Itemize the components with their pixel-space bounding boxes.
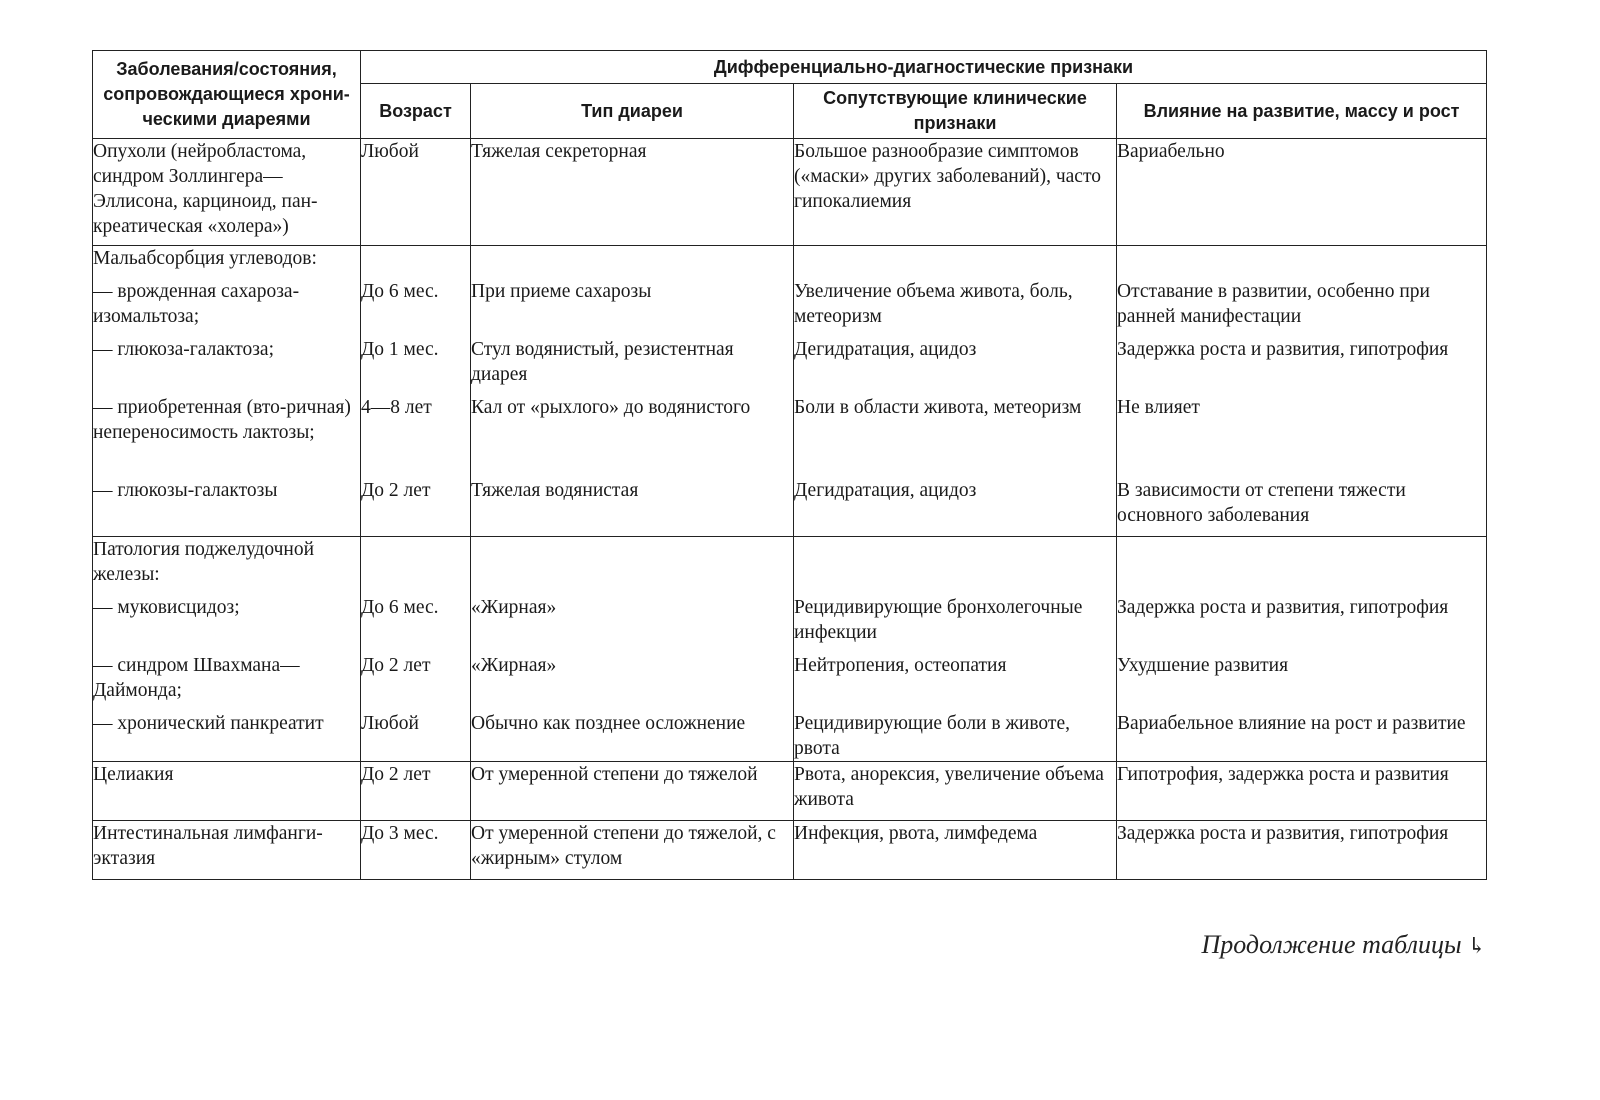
cell-clinical — [794, 537, 1117, 762]
cell-text-growth: Задержка роста и развития, гипотрофия — [1117, 597, 1449, 618]
diagnostic-table — [92, 50, 1487, 880]
cell-text-diarrhea: Кал от «рыхлого» до водянистого — [471, 397, 751, 418]
header-growth-effect: Влияние на развитие, массу и рост — [1117, 84, 1487, 139]
cell-text-age: Любой — [361, 141, 419, 162]
cell-text-age: До 2 лет — [361, 764, 431, 785]
header-clinical-signs: Сопутствующие клинические признаки — [794, 84, 1117, 139]
cell-text-clinical: Рецидивирующие бронхолегочные инфекции — [794, 597, 1083, 643]
cell-text-growth: Вариабельно — [1117, 141, 1225, 162]
cell-diarrhea — [471, 821, 794, 880]
cell-diarrhea — [471, 139, 794, 246]
table-row — [93, 762, 1487, 821]
header-disease: Заболевания/состояния, сопровождающиеся хрони-ческими диареями — [93, 51, 361, 139]
cell-text-diarrhea: Обычно как позднее осложнение — [471, 713, 746, 734]
table-page — [92, 50, 1486, 880]
cell-text-disease: — хронический панкреатит — [93, 713, 324, 734]
cell-text-diarrhea: При приеме сахарозы — [471, 281, 652, 302]
header-diarrhea-type: Тип диареи — [471, 84, 794, 139]
cell-growth — [1117, 821, 1487, 880]
cell-text-growth: Вариабельное влияние на рост и развитие — [1117, 713, 1466, 734]
cell-diarrhea — [471, 537, 794, 762]
cell-disease — [93, 537, 361, 762]
cell-age — [361, 537, 471, 762]
cell-text-growth: Не влияет — [1117, 397, 1200, 418]
cell-age — [361, 139, 471, 246]
cell-clinical — [794, 246, 1117, 537]
table-row — [93, 139, 1487, 246]
cell-text-diarrhea: «Жирная» — [471, 655, 557, 676]
cell-diarrhea — [471, 762, 794, 821]
header-group-title: Дифференциально-диагностические признаки — [361, 51, 1487, 84]
table-row — [93, 821, 1487, 880]
cell-text-clinical: Инфекция, рвота, лимфедема — [794, 823, 1038, 844]
continuation-text: Продолжение таблицы — [1201, 930, 1462, 959]
continue-arrow-icon: ↳ — [1467, 933, 1486, 958]
cell-text-diarrhea: Стул водянистый, резистентная диарея — [471, 339, 734, 385]
cell-text-growth: Отставание в развитии, особенно при ранней манифестации — [1117, 281, 1430, 327]
cell-text-diarrhea: От умеренной степени до тяжелой, с «жирным» стулом — [471, 823, 776, 869]
cell-age — [361, 762, 471, 821]
cell-text-clinical: Рецидивирующие боли в животе, рвота — [794, 713, 1070, 759]
cell-text-growth: Задержка роста и развития, гипотрофия — [1117, 823, 1449, 844]
cell-text-disease: Целиакия — [93, 764, 174, 785]
cell-text-age: До 1 мес. — [361, 339, 439, 360]
cell-text-disease: Интестинальная лимфанги-эктазия — [93, 823, 323, 869]
cell-text-clinical: Большое разнообразие симптомов («маски» других заболеваний), часто гипокалиемия — [794, 141, 1101, 212]
cell-text-age: 4—8 лет — [361, 397, 432, 418]
cell-text-diarrhea: «Жирная» — [471, 597, 557, 618]
cell-diarrhea — [471, 246, 794, 537]
continuation-note — [1201, 930, 1486, 960]
cell-text-clinical: Дегидратация, ацидоз — [794, 339, 977, 360]
cell-disease — [93, 246, 361, 537]
table-row — [93, 537, 1487, 762]
cell-age — [361, 821, 471, 880]
group-title: Мальабсорбция углеводов: — [93, 248, 317, 269]
cell-text-age: До 2 лет — [361, 480, 431, 501]
cell-age — [361, 246, 471, 537]
cell-growth — [1117, 246, 1487, 537]
cell-text-growth: Задержка роста и развития, гипотрофия — [1117, 339, 1449, 360]
cell-text-clinical: Дегидратация, ацидоз — [794, 480, 977, 501]
cell-growth — [1117, 139, 1487, 246]
cell-text-diarrhea: Тяжелая секреторная — [471, 141, 647, 162]
cell-growth — [1117, 762, 1487, 821]
cell-text-disease: Опухоли (нейробластома, синдром Золлингера—Эллисона, карциноид, пан-креатическая «холера») — [93, 141, 318, 237]
cell-text-age: До 6 мес. — [361, 281, 439, 302]
cell-text-clinical: Нейтропения, остеопатия — [794, 655, 1007, 676]
cell-text-age: До 3 мес. — [361, 823, 439, 844]
group-title: Патология поджелудочной железы: — [93, 539, 315, 585]
cell-text-disease: — глюкозы-галактозы — [93, 480, 278, 501]
cell-text-clinical: Боли в области живота, метеоризм — [794, 397, 1082, 418]
cell-text-diarrhea: Тяжелая водянистая — [471, 480, 639, 501]
cell-text-diarrhea: От умеренной степени до тяжелой — [471, 764, 758, 785]
cell-clinical — [794, 762, 1117, 821]
header-age: Возраст — [361, 84, 471, 139]
cell-growth — [1117, 537, 1487, 762]
cell-text-clinical: Увеличение объема живота, боль, метеоризм — [794, 281, 1073, 327]
table-body — [93, 139, 1487, 880]
cell-text-growth: Гипотрофия, задержка роста и развития — [1117, 764, 1449, 785]
cell-text-disease: — муковисцидоз; — [93, 597, 240, 618]
cell-text-clinical: Рвота, анорексия, увеличение объема живота — [794, 764, 1104, 810]
cell-text-age: До 2 лет — [361, 655, 431, 676]
cell-text-disease: — глюкоза-галактоза; — [93, 339, 274, 360]
cell-text-disease: — синдром Швахмана—Даймонда; — [93, 655, 300, 701]
cell-text-growth: В зависимости от степени тяжести основного заболевания — [1117, 480, 1406, 526]
cell-clinical — [794, 139, 1117, 246]
cell-disease — [93, 821, 361, 880]
table-row — [93, 246, 1487, 537]
cell-text-disease: — приобретенная (вто-ричная) непереносимость лактозы; — [93, 397, 351, 443]
cell-clinical — [794, 821, 1117, 880]
cell-text-age: До 6 мес. — [361, 597, 439, 618]
cell-text-age: Любой — [361, 713, 419, 734]
cell-disease — [93, 139, 361, 246]
cell-disease — [93, 762, 361, 821]
cell-text-disease: — врожденная сахароза-изомальтоза; — [93, 281, 300, 327]
cell-text-growth: Ухудшение развития — [1117, 655, 1289, 676]
